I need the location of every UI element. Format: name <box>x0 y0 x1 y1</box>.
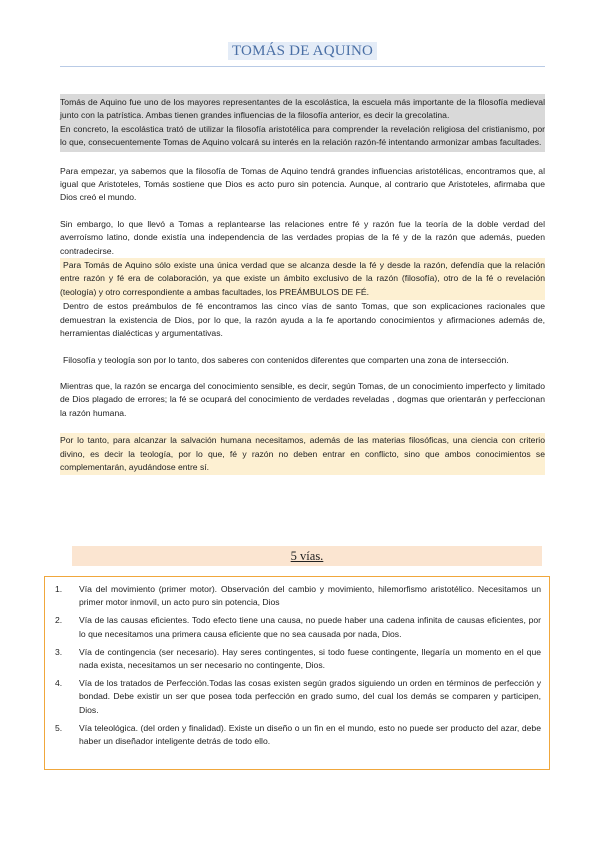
paragraph-7: Mientras que, la razón se encarga del conocimiento sensible, es decir, según Tomas, de un conocimiento imperfecto y limitado de Dios plagado de errores; la fé se ocupará del conocimiento de verdades reveladas , dogmas que orientarán y perfeccionan la razón humana. <box>60 380 545 418</box>
document-body <box>60 94 545 475</box>
page-title: TOMÁS DE AQUINO <box>228 42 377 60</box>
via-number: 5. <box>55 722 63 733</box>
via-text: Vía del movimiento (primer motor). Observación del cambio y movimiento, hilemorfismo aristotélico. Necesitamos un primer motor inmovil, un acto puro sin potencia, Dios <box>79 584 541 608</box>
paragraph-intro-2: En concreto, la escolástica trató de utilizar la filosofía aristotélica para comprender la revelación religiosa del cristianismo, por lo que, consecuentemente Tomas de Aquino volcará su interés en la relación razón-fé intentando armonizar ambas facultades. <box>60 123 545 148</box>
title-underline-rule <box>60 66 545 67</box>
intro-highlight-block <box>60 94 545 152</box>
vias-list <box>53 583 541 748</box>
paragraph-8-highlighted: Por lo tanto, para alcanzar la salvación humana necesitamos, además de las materias filosóficas, una ciencia con criterio divino, es decir la teología, por lo que, fé y razón no deben entrar en conflicto, sino que ambos conocimientos se complementarán, ayudándose entre sí. <box>60 433 545 475</box>
vias-box <box>44 576 550 770</box>
via-text: Vía teleológica. (del orden y finalidad). Existe un diseño o un fin en el mundo, esto no puede ser producto del azar, debe haber un diseñador inteligente detrás de todo ello. <box>79 722 541 747</box>
via-item <box>53 646 541 672</box>
via-text: Vía de los tratados de Perfección.Todas las cosas existen según grados siguiendo un orden en términos de perfección y bondad. Debe existir un ser que posea toda perfección en grado sumo, del cual los demás se comparen y participen, Dios. <box>79 678 541 715</box>
paragraph-3: Sin embargo, lo que llevó a Tomas a replantearse las relaciones entre fé y razón fue la teoría de la doble verdad del averroísmo latino, donde existía una independencia de las verdades propias de la fé y de la razón que además, pueden contradecirse. <box>60 218 545 256</box>
vias-heading: 5 vías. <box>290 549 324 563</box>
paragraph-5: Dentro de estos preámbulos de fé encontramos las cinco vías de santo Tomas, que son explicaciones racionales que demuestran la existencia de Dios, por lo que, la razón ayuda a la fe aportando conocimientos y afirmaciones además de, herramientas dialécticas y argumentativas. <box>60 301 545 339</box>
paragraph-6: Filosofía y teología son por lo tanto, dos saberes con contenidos diferentes que comparten una zona de intersección. <box>63 354 509 365</box>
paragraph-4-highlighted: Para Tomás de Aquino sólo existe una única verdad que se alcanza desde la fé y desde la razón, defendía que la relación entre razón y fé era de colaboración, ya que existe un ámbito exclusivo de la razón (filosofía), otro de la fé o revelación (teología) y otro correspondiente a ambas facultades, los PREÁMBULOS DE FÉ. <box>60 258 545 300</box>
paragraph-2: Para empezar, ya sabemos que la filosofía de Tomas de Aquino tendrá grandes influencias aristotélicas, encontramos que, al igual que Aristoteles, Tomás sostiene que Dios es acto puro sin potencia. Aunque, al contrario que Aristoteles, afirmaba que Dios creó el mundo. <box>60 165 545 203</box>
via-number: 3. <box>55 646 63 657</box>
title-block <box>60 42 545 60</box>
via-text: Vía de contingencia (ser necesario). Hay seres contingentes, si todo fuese contingente, llegaría un momento en el que nada exista, necesitamos un ser necesario no contingente, Dios. <box>79 646 541 671</box>
paragraph-intro-1: Tomás de Aquino fue uno de los mayores representantes de la escolástica, la escuela más importante de la filosofía medieval junto con la patrística. Ambas tienen grandes influencias de la filosofía anterior, es decir la grecolatina. <box>60 97 545 121</box>
via-item <box>53 722 541 748</box>
via-item <box>53 583 541 609</box>
vias-heading-band <box>72 546 542 566</box>
via-text: Vía de las causas eficientes. Todo efecto tiene una causa, no puede haber una cadena infinita de causas eficientes, por lo que necesitamos una primera causa eficiente que no sea causada por nada, Dios. <box>79 615 541 639</box>
via-number: 2. <box>55 615 63 626</box>
via-number: 4. <box>55 678 63 689</box>
via-item <box>53 677 541 717</box>
via-item <box>53 614 541 640</box>
via-number: 1. <box>55 584 63 594</box>
